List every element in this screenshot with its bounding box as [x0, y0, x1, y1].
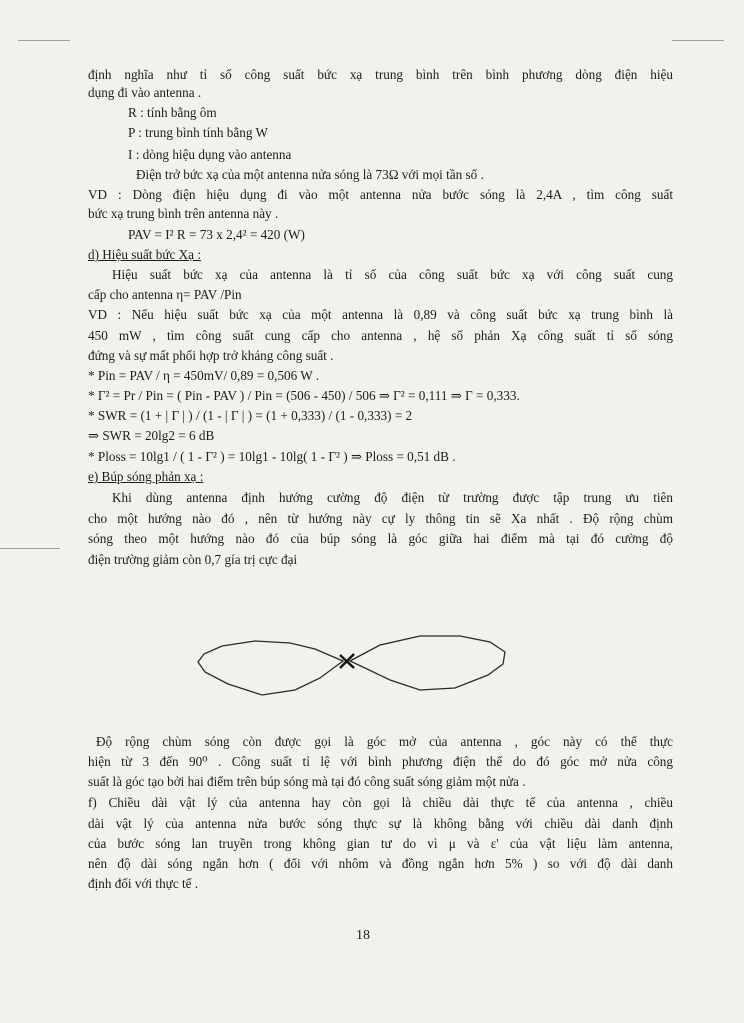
text-line: 450 mW , tìm công suất cung cấp cho antenna , hệ số phản Xạ công suất tỉ số sóng: [88, 328, 673, 343]
section-heading: e) Búp sóng phản xạ :: [88, 469, 204, 484]
text-line: nên độ dài sóng ngắn hơn ( đối với nhôm và đồng ngắn hơn 5% ) so với độ dài danh: [88, 856, 673, 871]
text-line: hiện từ 3 đến 90⁰ . Công suất tỉ lệ với bình phương điện thế do đó góc mở nửa công: [88, 754, 673, 769]
equation-line: PAV = I² R = 73 x 2,4² = 420 (W): [128, 227, 305, 242]
text-line: P : trung bình tính bằng W: [128, 125, 268, 140]
equation-line: * Pin = PAV / η = 450mV/ 0,89 = 0,506 W .: [88, 368, 320, 383]
text-line: Hiệu suất bức xạ của antenna là tỉ số của công suất bức xạ với công suất cung: [112, 267, 673, 282]
equation-line: ⇒ SWR = 20lg2 = 6 dB: [88, 428, 215, 443]
text-line: R : tính bằng ôm: [128, 105, 217, 120]
right-lobe: [350, 636, 505, 690]
text-line: VD : Dòng điện hiệu dụng đi vào một antenna nửa bước sóng là 2,4A , tìm công suất: [88, 187, 673, 202]
text-line: suất là góc tạo bởi hai điểm trên búp sóng mà tại đó công suất sóng giảm một nửa .: [88, 774, 526, 789]
text-line: của bước sóng lan truyền trong không gian tư do vì μ và ε' của vật liệu làm antenna,: [88, 836, 673, 851]
text-line: I : dòng hiệu dụng vào antenna: [128, 147, 292, 162]
text-line: điện trường giảm còn 0,7 gía trị cực đại: [88, 552, 298, 567]
page-number: 18: [356, 928, 370, 943]
text-line: dụng đi vào antenna .: [88, 85, 202, 100]
text-line: dài vật lý của antenna nửa bước sóng thực sự là không bằng với chiều dài danh định: [88, 816, 673, 831]
text-line: định đối với thực tế .: [88, 876, 199, 891]
text-line: Điện trở bức xạ của một antenna nửa sóng là 73Ω với mọi tần số .: [136, 167, 484, 182]
text-line: định nghĩa như tỉ số công suất bức xạ trung bình trên bình phương dòng điện hiệu: [88, 67, 673, 82]
equation-line: * SWR = (1 + | Γ | ) / (1 - | Γ | ) = (1 + 0,333) / (1 - 0,333) = 2: [88, 408, 413, 423]
text-line: VD : Nếu hiệu suất bức xạ của một antenna là 0,89 và công suất bức xạ trung bình là: [88, 307, 673, 322]
text-line: bức xạ trung bình trên antenna này .: [88, 206, 279, 221]
text-line: sóng theo một hướng nào đó của búp sóng là góc giữa hai điểm mà tại đó cường độ: [88, 531, 673, 546]
text-line: f) Chiều dài vật lý của antenna hay còn gọi là chiều dài thực tế của antenna , chiều: [88, 795, 673, 810]
left-lobe: [198, 641, 343, 695]
text-line: cho một hướng nào đó , nên từ hướng này cự ly thông tin sẽ Xa nhất . Độ rộng chùm: [88, 511, 673, 526]
equation-line: * Ploss = 10lg1 / ( 1 - Γ² ) = 10lg1 - 10lg( 1 - Γ² ) ⇒ Ploss = 0,51 dB .: [88, 449, 456, 464]
text-line: cấp cho antenna η= PAV /Pin: [88, 287, 242, 302]
text-line: Khi dùng antenna định hướng cường độ điện từ trường được tập trung ưu tiên: [112, 490, 673, 505]
text-line: Độ rộng chùm sóng còn được gọi là góc mở của antenna , góc này có thể thực: [96, 734, 673, 749]
equation-line: * Γ² = Pr / Pin = ( Pin - PAV ) / Pin = (506 - 450) / 506 ⇒ Γ² = 0,111 ⇒ Γ = 0,333.: [88, 388, 520, 403]
section-heading: d) Hiệu suất bức Xạ :: [88, 247, 201, 262]
text-line: đứng và sự mất phối hợp trở kháng công suất .: [88, 348, 334, 363]
